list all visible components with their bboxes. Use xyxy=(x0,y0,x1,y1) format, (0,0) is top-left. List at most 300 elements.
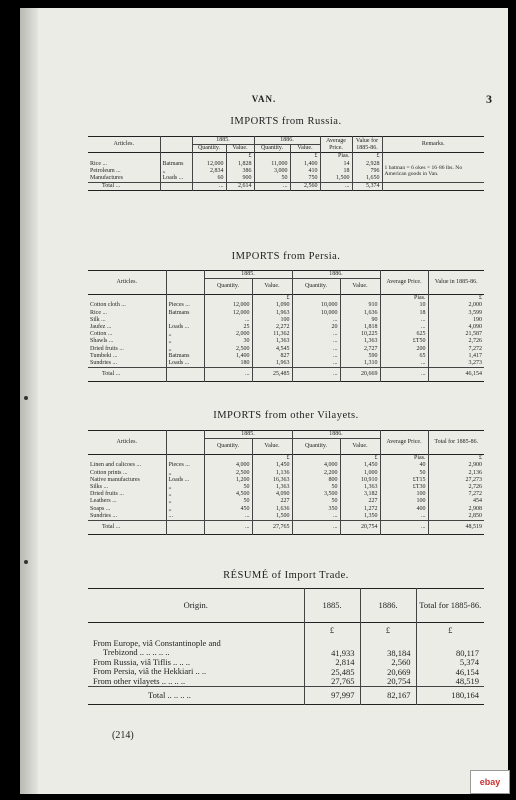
col-value: Value. xyxy=(290,145,320,153)
table-row xyxy=(88,360,484,368)
footer-code: (214) xyxy=(112,730,134,741)
value-1885: 827 xyxy=(252,353,292,360)
table-row xyxy=(88,353,484,360)
persia-table xyxy=(88,270,484,382)
quantity-1885: 1,400 xyxy=(204,353,252,360)
value-1885: 16,363 xyxy=(252,477,292,484)
russia-header-row xyxy=(88,137,484,145)
col-1886: 1886. xyxy=(254,137,320,145)
quantity-1885: ... xyxy=(204,317,252,324)
col-quantity: Quantity. xyxy=(192,145,226,153)
value-1886: 227 xyxy=(340,498,380,505)
value-1886: 10,910 xyxy=(340,477,380,484)
value-1886: 1,450 xyxy=(340,462,380,469)
value-1886: 38,184 xyxy=(360,639,416,658)
table-row xyxy=(88,484,484,491)
value-1885: 1,963 xyxy=(252,360,292,368)
total-label: Total ... xyxy=(88,368,166,382)
persia-title: IMPORTS from Persia. xyxy=(231,251,341,262)
total-value-1885: 27,765 xyxy=(252,521,292,535)
units-row xyxy=(88,455,484,463)
table-row xyxy=(88,331,484,338)
unit-label: £ xyxy=(428,455,484,463)
total-quantity-1885: ... xyxy=(192,183,226,191)
total-average: ... xyxy=(320,183,352,191)
quantity-1886: 350 xyxy=(292,506,340,513)
value-1885: 1,090 xyxy=(252,302,292,309)
quantity-1886: ... xyxy=(292,513,340,521)
article-unit: ,, xyxy=(166,470,204,477)
col-value-for: Value for 1885-86. xyxy=(352,137,382,153)
col-quantity: Quantity. xyxy=(204,439,252,455)
average-price: 100 xyxy=(380,498,428,505)
unit-label: Pias. xyxy=(380,295,428,303)
article-name: Linen and calicoes ... xyxy=(90,462,141,469)
units-row xyxy=(88,623,484,639)
quantity-1886: 800 xyxy=(292,477,340,484)
unit-label: £ xyxy=(304,623,360,639)
vilayets-title: IMPORTS from other Vilayets. xyxy=(213,410,359,421)
col-value-in: Value in 1885-86. xyxy=(428,271,484,295)
value-1885: 1,500 xyxy=(252,513,292,521)
value-1885: 1,963 xyxy=(252,310,292,317)
value-1885: 25,485 xyxy=(304,667,360,677)
article-unit: ,, xyxy=(166,331,204,338)
quantity-1886: 11,000 xyxy=(254,161,290,168)
col-average-price: Average Price. xyxy=(380,431,428,455)
col-value: Value. xyxy=(340,439,380,455)
value-1886: 410 xyxy=(290,168,320,175)
average-price: 100 xyxy=(380,491,428,498)
value-1886: 3,182 xyxy=(340,491,380,498)
value-1886: 1,000 xyxy=(340,470,380,477)
col-quantity: Quantity. xyxy=(254,145,290,153)
total-value: 5,374 xyxy=(416,658,484,668)
quantity-1885: 180 xyxy=(204,360,252,368)
unit-label: £ xyxy=(416,623,484,639)
value-1886: 1,636 xyxy=(340,310,380,317)
value-1885: 27,765 xyxy=(304,677,360,687)
value-1886: 750 xyxy=(290,175,320,183)
average-price: 1,500 xyxy=(320,175,352,183)
article-unit: ,, xyxy=(166,498,204,505)
article-unit: ,, xyxy=(166,484,204,491)
page-number: 3 xyxy=(486,92,492,106)
value-1886: 1,272 xyxy=(340,506,380,513)
article-name: Leathers ... xyxy=(90,498,117,505)
col-articles: Articles. xyxy=(116,439,137,445)
unit-label: £ xyxy=(252,455,292,463)
total-value: 3,599 xyxy=(428,310,484,317)
total-quantity-1886: ... xyxy=(292,368,340,382)
units-row xyxy=(88,153,484,161)
article-unit: ,, xyxy=(160,168,192,175)
article-unit: ... xyxy=(166,513,204,521)
article-name: Rice ... xyxy=(90,309,107,316)
total-value-1885: 25,485 xyxy=(252,368,292,382)
total-value: 80,117 xyxy=(416,639,484,658)
unit-label: £ xyxy=(428,295,484,303)
value-1885: 4,545 xyxy=(252,346,292,353)
total-1885: 97,997 xyxy=(304,687,360,705)
total-value: 1,650 xyxy=(352,175,382,183)
total-value: 48,519 xyxy=(416,677,484,687)
col-unit xyxy=(160,137,192,153)
article-name: Cotton ... xyxy=(90,331,113,338)
total-quantity-1886: ... xyxy=(292,521,340,535)
quantity-1885: 450 xyxy=(204,506,252,513)
total-value: 190 xyxy=(428,317,484,324)
average-price: £T30 xyxy=(380,484,428,491)
resume-table xyxy=(88,588,484,705)
value-1885: 386 xyxy=(226,168,254,175)
quantity-1885: 4,500 xyxy=(204,491,252,498)
total-value: 454 xyxy=(428,498,484,505)
total-value: 2,726 xyxy=(428,484,484,491)
average-price: 10 xyxy=(380,302,428,309)
article-unit: Batmans xyxy=(160,161,192,168)
article-name: Sundries ... xyxy=(90,360,117,367)
russia-title: IMPORTS from Russia. xyxy=(230,116,342,127)
value-1886: 2,727 xyxy=(340,346,380,353)
article-name: Sundries ... xyxy=(90,512,117,519)
quantity-1885: 4,000 xyxy=(204,462,252,469)
value-1885: 1,636 xyxy=(252,506,292,513)
total-1886: 82,167 xyxy=(360,687,416,705)
value-1886: 20,754 xyxy=(360,677,416,687)
article-name: Silk ... xyxy=(90,316,106,323)
average-price: 65 xyxy=(380,353,428,360)
quantity-1886: ... xyxy=(292,331,340,338)
col-average-price: Average Price. xyxy=(380,271,428,295)
resume-header-row xyxy=(88,589,484,623)
article-name: Petroleum ... xyxy=(90,167,121,174)
article-name: Rice ... xyxy=(90,160,107,167)
origin-label: From Europe, viâ Constantinople and xyxy=(93,637,221,648)
article-unit: ,, xyxy=(166,506,204,513)
unit-label: £ xyxy=(226,153,254,161)
article-name: Cotton cloth ... xyxy=(90,302,126,309)
vilayets-header-row xyxy=(88,431,484,439)
total-value-1885: 2,614 xyxy=(226,183,254,191)
table-row xyxy=(88,462,484,469)
table-row xyxy=(88,498,484,505)
article-name: Dried fruits ... xyxy=(90,345,124,352)
article-unit: ,, xyxy=(166,346,204,353)
col-1885: 1885. xyxy=(204,431,292,439)
average-price: 18 xyxy=(380,310,428,317)
remarks-text: 1 batman = 6 okes = 16·86 lbs. No American goods in Van. xyxy=(382,161,484,183)
origin-label: From Persia, viâ the Hekkiari .. .. xyxy=(93,666,207,676)
quantity-1886: 10,000 xyxy=(292,310,340,317)
col-average-price: Average Price. xyxy=(320,137,352,153)
total-value: 3,273 xyxy=(428,360,484,368)
col-quantity: Quantity. xyxy=(292,279,340,295)
binding-hole-icon xyxy=(24,560,28,564)
col-quantity: Quantity. xyxy=(292,439,340,455)
table-row xyxy=(88,302,484,309)
table-row xyxy=(88,639,484,658)
col-unit xyxy=(166,431,204,455)
average-price: £T50 xyxy=(380,338,428,345)
page-fold-shadow xyxy=(20,8,38,794)
units-row xyxy=(88,295,484,303)
quantity-1886: ... xyxy=(292,317,340,324)
quantity-1885: 12,000 xyxy=(204,302,252,309)
article-name: Silks ... xyxy=(90,484,109,491)
total-average: ... xyxy=(380,368,428,382)
quantity-1885: 2,000 xyxy=(204,331,252,338)
total-quantity-1885: ... xyxy=(204,368,252,382)
total-row xyxy=(88,183,484,191)
col-1886: 1886. xyxy=(292,431,380,439)
grand-total: 180,164 xyxy=(416,687,484,705)
total-row xyxy=(88,368,484,382)
russia-table xyxy=(88,136,484,191)
unit-label: £ xyxy=(290,153,320,161)
quantity-1886: 50 xyxy=(254,175,290,183)
article-name: Jaufez ... xyxy=(90,324,112,331)
origin-label: From other vilayets .. .. .. .. xyxy=(93,675,186,686)
article-name: Dried fruits ... xyxy=(90,491,124,498)
value-1886: 1,310 xyxy=(340,360,380,368)
quantity-1886: 10,000 xyxy=(292,302,340,309)
table-row xyxy=(88,324,484,331)
value-1885: 1,363 xyxy=(252,338,292,345)
table-row xyxy=(88,338,484,345)
col-value: Value. xyxy=(340,279,380,295)
total-value: 7,272 xyxy=(428,491,484,498)
quantity-1886: ... xyxy=(292,338,340,345)
table-row xyxy=(88,491,484,498)
value-1886: 20,669 xyxy=(360,667,416,677)
quantity-1885: 12,000 xyxy=(192,161,226,168)
persia-header-row xyxy=(88,271,484,279)
table-row xyxy=(88,470,484,477)
article-unit: Loads ... xyxy=(160,175,192,183)
article-name: Soaps ... xyxy=(90,505,111,512)
quantity-1886: 50 xyxy=(292,484,340,491)
total-row xyxy=(88,687,484,705)
quantity-1885: 25 xyxy=(204,324,252,331)
value-1886: 1,363 xyxy=(340,338,380,345)
col-total-for: Total for 1885-86. xyxy=(416,589,484,623)
value-1885: 4,090 xyxy=(252,491,292,498)
total-value: 2,928 xyxy=(352,161,382,168)
total-value: 2,136 xyxy=(428,470,484,477)
table-row xyxy=(88,310,484,317)
col-1885: 1885. xyxy=(192,137,254,145)
total-value: 796 xyxy=(352,168,382,175)
quantity-1885: 2,834 xyxy=(192,168,226,175)
value-1885: 900 xyxy=(226,175,254,183)
total-label: Total ... xyxy=(88,183,160,191)
value-1885: 227 xyxy=(252,498,292,505)
table-row xyxy=(88,477,484,484)
col-value: Value. xyxy=(252,439,292,455)
running-head: VAN. xyxy=(251,94,277,104)
col-1885: 1885. xyxy=(304,589,360,623)
average-price: 14 xyxy=(320,161,352,168)
value-1886: 1,363 xyxy=(340,484,380,491)
origin-label: From Russia, viâ Tiflis .. .. .. xyxy=(93,656,191,667)
col-1885: 1885. xyxy=(204,271,292,279)
col-origin: Origin. xyxy=(183,600,208,610)
col-articles: Articles. xyxy=(113,141,134,148)
average-price: 40 xyxy=(380,462,428,469)
value-1886: 590 xyxy=(340,353,380,360)
quantity-1885: 30 xyxy=(204,338,252,345)
col-1886: 1886. xyxy=(360,589,416,623)
article-unit: ,, xyxy=(166,491,204,498)
article-name: Manufactures xyxy=(90,175,123,182)
article-unit: Pieces ... xyxy=(166,462,204,469)
table-row xyxy=(88,346,484,353)
average-price: 200 xyxy=(380,346,428,353)
quantity-1886: 20 xyxy=(292,324,340,331)
average-price: 400 xyxy=(380,506,428,513)
value-1886: 2,560 xyxy=(360,658,416,668)
table-row xyxy=(88,506,484,513)
value-1886: 1,350 xyxy=(340,513,380,521)
quantity-1885: 2,500 xyxy=(204,346,252,353)
value-1886: 10,225 xyxy=(340,331,380,338)
origin-label-continued: Trebizond .. .. .. .. .. xyxy=(103,647,170,657)
origin-cell xyxy=(88,639,304,658)
value-1885: 1,136 xyxy=(252,470,292,477)
total-value: 2,726 xyxy=(428,338,484,345)
total-value: 2,850 xyxy=(428,513,484,521)
table-row xyxy=(88,317,484,324)
value-1885: 2,272 xyxy=(252,324,292,331)
unit-label: Pias. xyxy=(380,455,428,463)
col-total-for: Total for 1885-86. xyxy=(428,431,484,455)
article-name: Cotton prints ... xyxy=(90,469,128,476)
article-unit: Loads ... xyxy=(166,477,204,484)
average-price: 625 xyxy=(380,331,428,338)
value-1885: 100 xyxy=(252,317,292,324)
article-unit: Batmans xyxy=(166,310,204,317)
quantity-1886: ... xyxy=(292,360,340,368)
col-unit xyxy=(166,271,204,295)
total-value: 2,908 xyxy=(428,506,484,513)
total-quantity-1885: ... xyxy=(204,521,252,535)
quantity-1885: 12,000 xyxy=(204,310,252,317)
total-label: Total .. .. .. .. xyxy=(88,687,304,705)
resume-title: RÉSUMÉ of Import Trade. xyxy=(223,570,349,581)
unit-label: Pias. xyxy=(320,153,352,161)
total-quantity-1886: ... xyxy=(254,183,290,191)
quantity-1885: 50 xyxy=(204,484,252,491)
average-price: ... xyxy=(380,317,428,324)
article-unit: ,, xyxy=(166,338,204,345)
average-price: 18 xyxy=(320,168,352,175)
grand-total: 5,374 xyxy=(352,183,382,191)
average-price: 50 xyxy=(380,470,428,477)
value-1886: 910 xyxy=(340,302,380,309)
col-1886: 1886. xyxy=(292,271,380,279)
article-name: Native manufactures xyxy=(90,476,140,483)
grand-total: 48,519 xyxy=(428,521,484,535)
total-value: 2,900 xyxy=(428,462,484,469)
quantity-1886: 3,000 xyxy=(254,168,290,175)
average-price: £T15 xyxy=(380,477,428,484)
total-value: 46,154 xyxy=(416,667,484,677)
average-price: ... xyxy=(380,513,428,521)
col-value: Value. xyxy=(252,279,292,295)
quantity-1885: ... xyxy=(204,513,252,521)
total-value: 2,000 xyxy=(428,302,484,309)
origin-cell xyxy=(88,677,304,687)
unit-label: £ xyxy=(252,295,292,303)
average-price: ... xyxy=(380,324,428,331)
total-value: 4,090 xyxy=(428,324,484,331)
quantity-1885: 50 xyxy=(204,498,252,505)
quantity-1886: ... xyxy=(292,346,340,353)
total-value: 27,273 xyxy=(428,477,484,484)
article-name: Tumbeki ... xyxy=(90,352,118,359)
total-average: ... xyxy=(380,521,428,535)
unit-label: £ xyxy=(340,455,380,463)
quantity-1886: 3,500 xyxy=(292,491,340,498)
value-1886: 1,818 xyxy=(340,324,380,331)
value-1885: 1,363 xyxy=(252,484,292,491)
binding-hole-icon xyxy=(24,396,28,400)
article-unit xyxy=(166,317,204,324)
total-value-1886: 20,754 xyxy=(340,521,380,535)
col-value: Value. xyxy=(226,145,254,153)
value-1885: 41,933 xyxy=(304,639,360,658)
quantity-1886: 50 xyxy=(292,498,340,505)
ebay-watermark-logo: ebay xyxy=(470,770,510,794)
article-unit: Loads ... xyxy=(166,360,204,368)
grand-total: 46,154 xyxy=(428,368,484,382)
value-1885: 1,828 xyxy=(226,161,254,168)
unit-label: £ xyxy=(360,623,416,639)
col-remarks: Remarks. xyxy=(382,137,484,153)
value-1885: 11,362 xyxy=(252,331,292,338)
average-price: ... xyxy=(380,360,428,368)
quantity-1886: 2,200 xyxy=(292,470,340,477)
value-1885: 1,450 xyxy=(252,462,292,469)
quantity-1885: 60 xyxy=(192,175,226,183)
article-unit: Pieces ... xyxy=(166,302,204,309)
table-row xyxy=(88,513,484,521)
table-row xyxy=(88,677,484,687)
total-value-1886: 2,560 xyxy=(290,183,320,191)
article-unit: Loads ... xyxy=(166,324,204,331)
value-1885: 2,814 xyxy=(304,658,360,668)
table-row xyxy=(88,161,484,168)
total-value: 7,272 xyxy=(428,346,484,353)
total-row xyxy=(88,521,484,535)
total-label: Total ... xyxy=(88,521,166,535)
document-page xyxy=(20,8,508,794)
col-quantity: Quantity. xyxy=(204,279,252,295)
vilayets-table xyxy=(88,430,484,535)
quantity-1886: ... xyxy=(292,353,340,360)
total-value-1886: 20,669 xyxy=(340,368,380,382)
quantity-1885: 1,200 xyxy=(204,477,252,484)
article-unit: Batmans xyxy=(166,353,204,360)
total-value: 1,417 xyxy=(428,353,484,360)
quantity-1886: 4,000 xyxy=(292,462,340,469)
quantity-1885: 2,500 xyxy=(204,470,252,477)
col-articles: Articles. xyxy=(116,279,137,285)
unit-label: £ xyxy=(352,153,382,161)
total-value: 21,587 xyxy=(428,331,484,338)
article-name: Shawls ... xyxy=(90,338,114,345)
